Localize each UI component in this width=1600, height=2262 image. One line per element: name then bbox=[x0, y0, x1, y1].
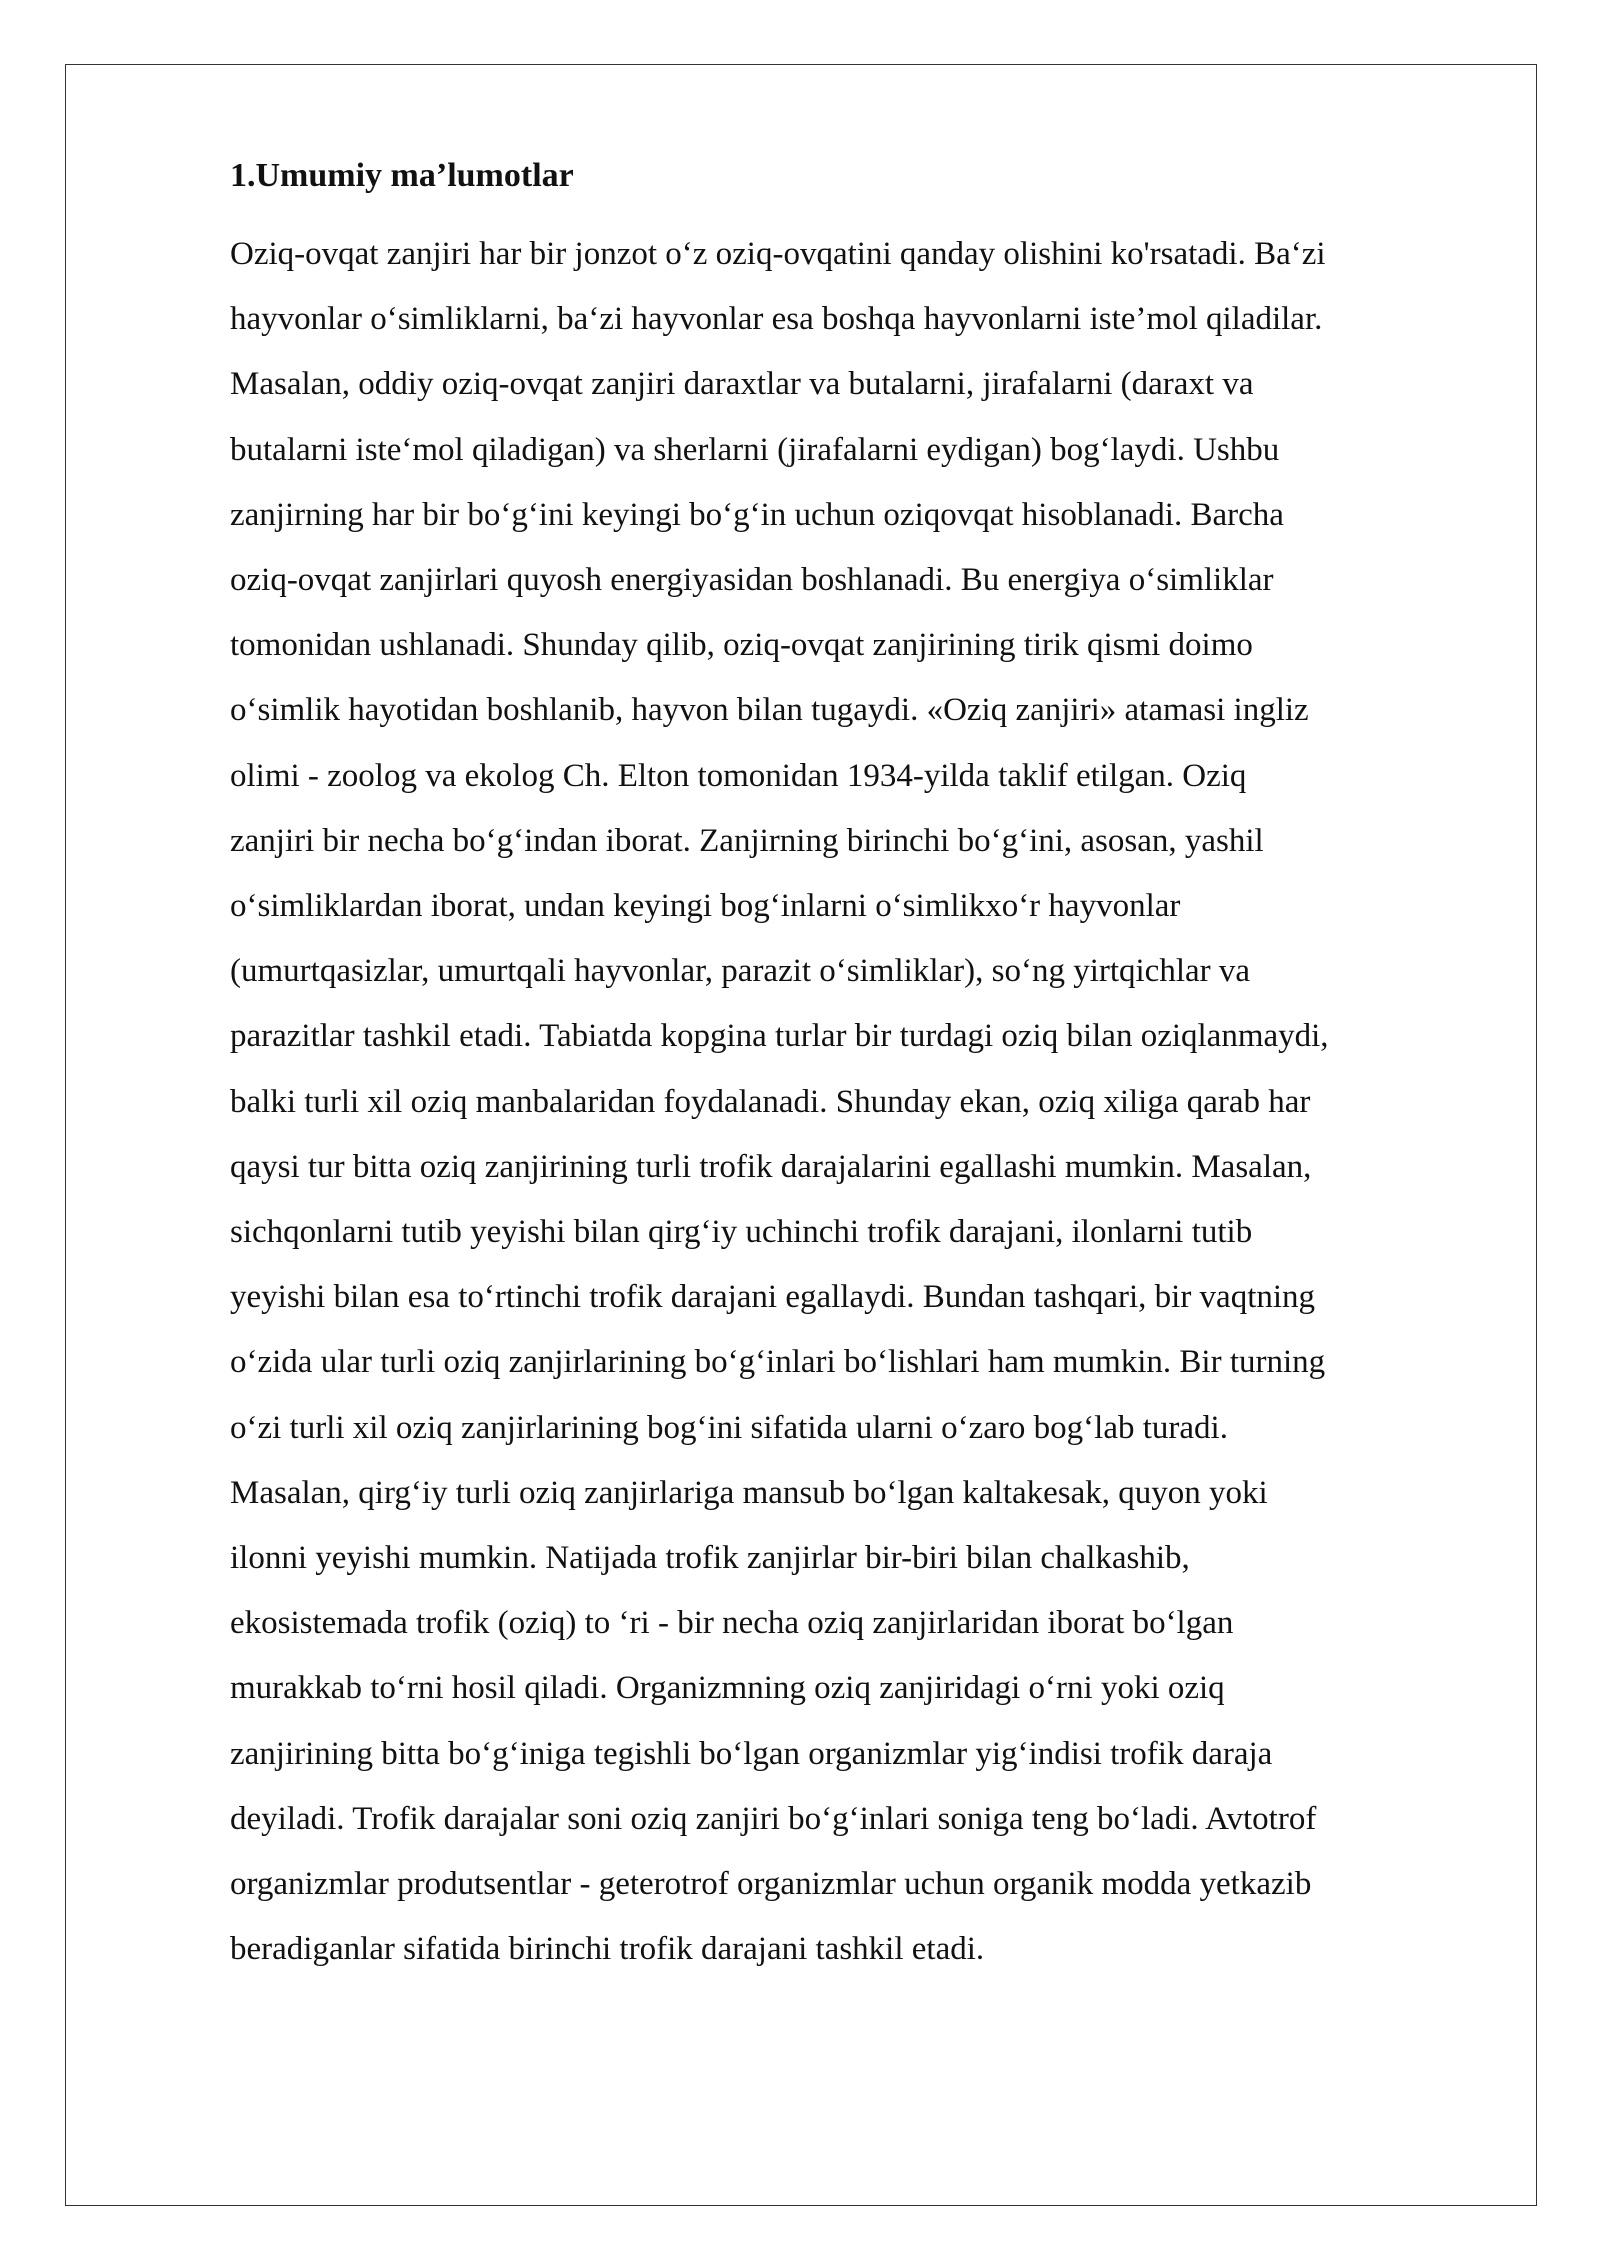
paragraph-line: balki turli xil oziq manbalaridan foydalanadi. Shunday ekan, oziq xiliga qarab har bbox=[230, 1083, 1311, 1120]
paragraph-line: oʻzi turli xil oziq zanjirlarining bogʻini sifatida ularni oʻzaro bogʻlab turadi. bbox=[230, 1409, 1228, 1446]
paragraph-line: hayvonlar oʻsimliklarni, baʻzi hayvonlar esa boshqa hayvonlarni iste’mol qiladilar. bbox=[230, 301, 1323, 338]
paragraph-line: parazitlar tashkil etadi. Tabiatda kopgina turlar bir turdagi oziq bilan oziqlanmaydi, bbox=[230, 1018, 1329, 1055]
paragraph-line: oziq-ovqat zanjirlari quyosh energiyasidan boshlanadi. Bu energiya oʻsimliklar bbox=[230, 562, 1274, 599]
paragraph-line: sichqonlarni tutib yeyishi bilan qirgʻiy uchinchi trofik darajani, ilonlarni tutib bbox=[230, 1214, 1253, 1251]
document-content bbox=[230, 150, 1492, 1982]
paragraph-line: murakkab toʻrni hosil qiladi. Organizmning oziq zanjiridagi oʻrni yoki oziq bbox=[230, 1670, 1225, 1707]
paragraph-line: oʻzida ular turli oziq zanjirlarining boʻgʻinlari boʻlishlari ham mumkin. Bir turning bbox=[230, 1344, 1326, 1381]
paragraph-line: organizmlar produtsentlar - geterotrof organizmlar uchun organik modda yetkazib bbox=[230, 1866, 1312, 1903]
paragraph-line: oʻsimlik hayotidan boshlanib, hayvon bilan tugaydi. «Oziq zanjiri» atamasi ingliz bbox=[230, 692, 1309, 729]
paragraph-line: zanjirning har bir boʻgʻini keyingi boʻgʻin uchun oziqovqat hisoblanadi. Barcha bbox=[230, 496, 1284, 533]
paragraph-line: olimi - zoolog va ekolog Ch. Elton tomonidan 1934-yilda taklif etilgan. Oziq bbox=[230, 757, 1247, 794]
paragraph-line: yeyishi bilan esa toʻrtinchi trofik darajani egallaydi. Bundan tashqari, bir vaqtning bbox=[230, 1279, 1316, 1316]
paragraph-line: Oziq-ovqat zanjiri har bir jonzot oʻz oziq-ovqatini qanday olishini ko'rsatadi. Baʻzi bbox=[230, 236, 1326, 272]
paragraph-line: Masalan, qirgʻiy turli oziq zanjirlariga mansub boʻlgan kaltakesak, quyon yoki bbox=[230, 1474, 1268, 1511]
paragraph-line: zanjirining bitta boʻgʻiniga tegishli boʻlgan organizmlar yigʻindisi trofik daraja bbox=[230, 1735, 1273, 1772]
paragraph-line: qaysi tur bitta oziq zanjirining turli trofik darajalarini egallashi mumkin. Masalan, bbox=[230, 1148, 1312, 1185]
paragraph-line: tomonidan ushlanadi. Shunday qilib, oziq-ovqat zanjirining tirik qismi doimo bbox=[230, 627, 1253, 664]
paragraph-line: (umurtqasizlar, umurtqali hayvonlar, parazit oʻsimliklar), soʻng yirtqichlar va bbox=[230, 953, 1251, 990]
paragraph-line: Masalan, oddiy oziq-ovqat zanjiri daraxtlar va butalarni, jirafalarni (daraxt va bbox=[230, 366, 1254, 403]
paragraph-line: ilonni yeyishi mumkin. Natijada trofik zanjirlar bir-biri bilan chalkashib, bbox=[230, 1540, 1190, 1577]
body-paragraph bbox=[230, 222, 1492, 1982]
section-heading: 1.Umumiy ma’lumotlar bbox=[230, 157, 574, 194]
paragraph-line: beradiganlar sifatida birinchi trofik darajani tashkil etadi. bbox=[230, 1931, 985, 1968]
paragraph-line: oʻsimliklardan iborat, undan keyingi bogʻinlarni oʻsimlikxoʻr hayvonlar bbox=[230, 888, 1181, 925]
paragraph-line: deyiladi. Trofik darajalar soni oziq zanjiri boʻgʻinlari soniga teng boʻladi. Avtotrof bbox=[230, 1800, 1317, 1837]
paragraph-line: butalarni isteʻmol qiladigan) va sherlarni (jirafalarni eydigan) bogʻlaydi. Ushbu bbox=[230, 431, 1280, 468]
paragraph-line: zanjiri bir necha boʻgʻindan iborat. Zanjirning birinchi boʻgʻini, asosan, yashil bbox=[230, 822, 1264, 859]
paragraph-line: ekosistemada trofik (oziq) to ʻri - bir necha oziq zanjirlaridan iborat boʻlgan bbox=[230, 1605, 1234, 1642]
